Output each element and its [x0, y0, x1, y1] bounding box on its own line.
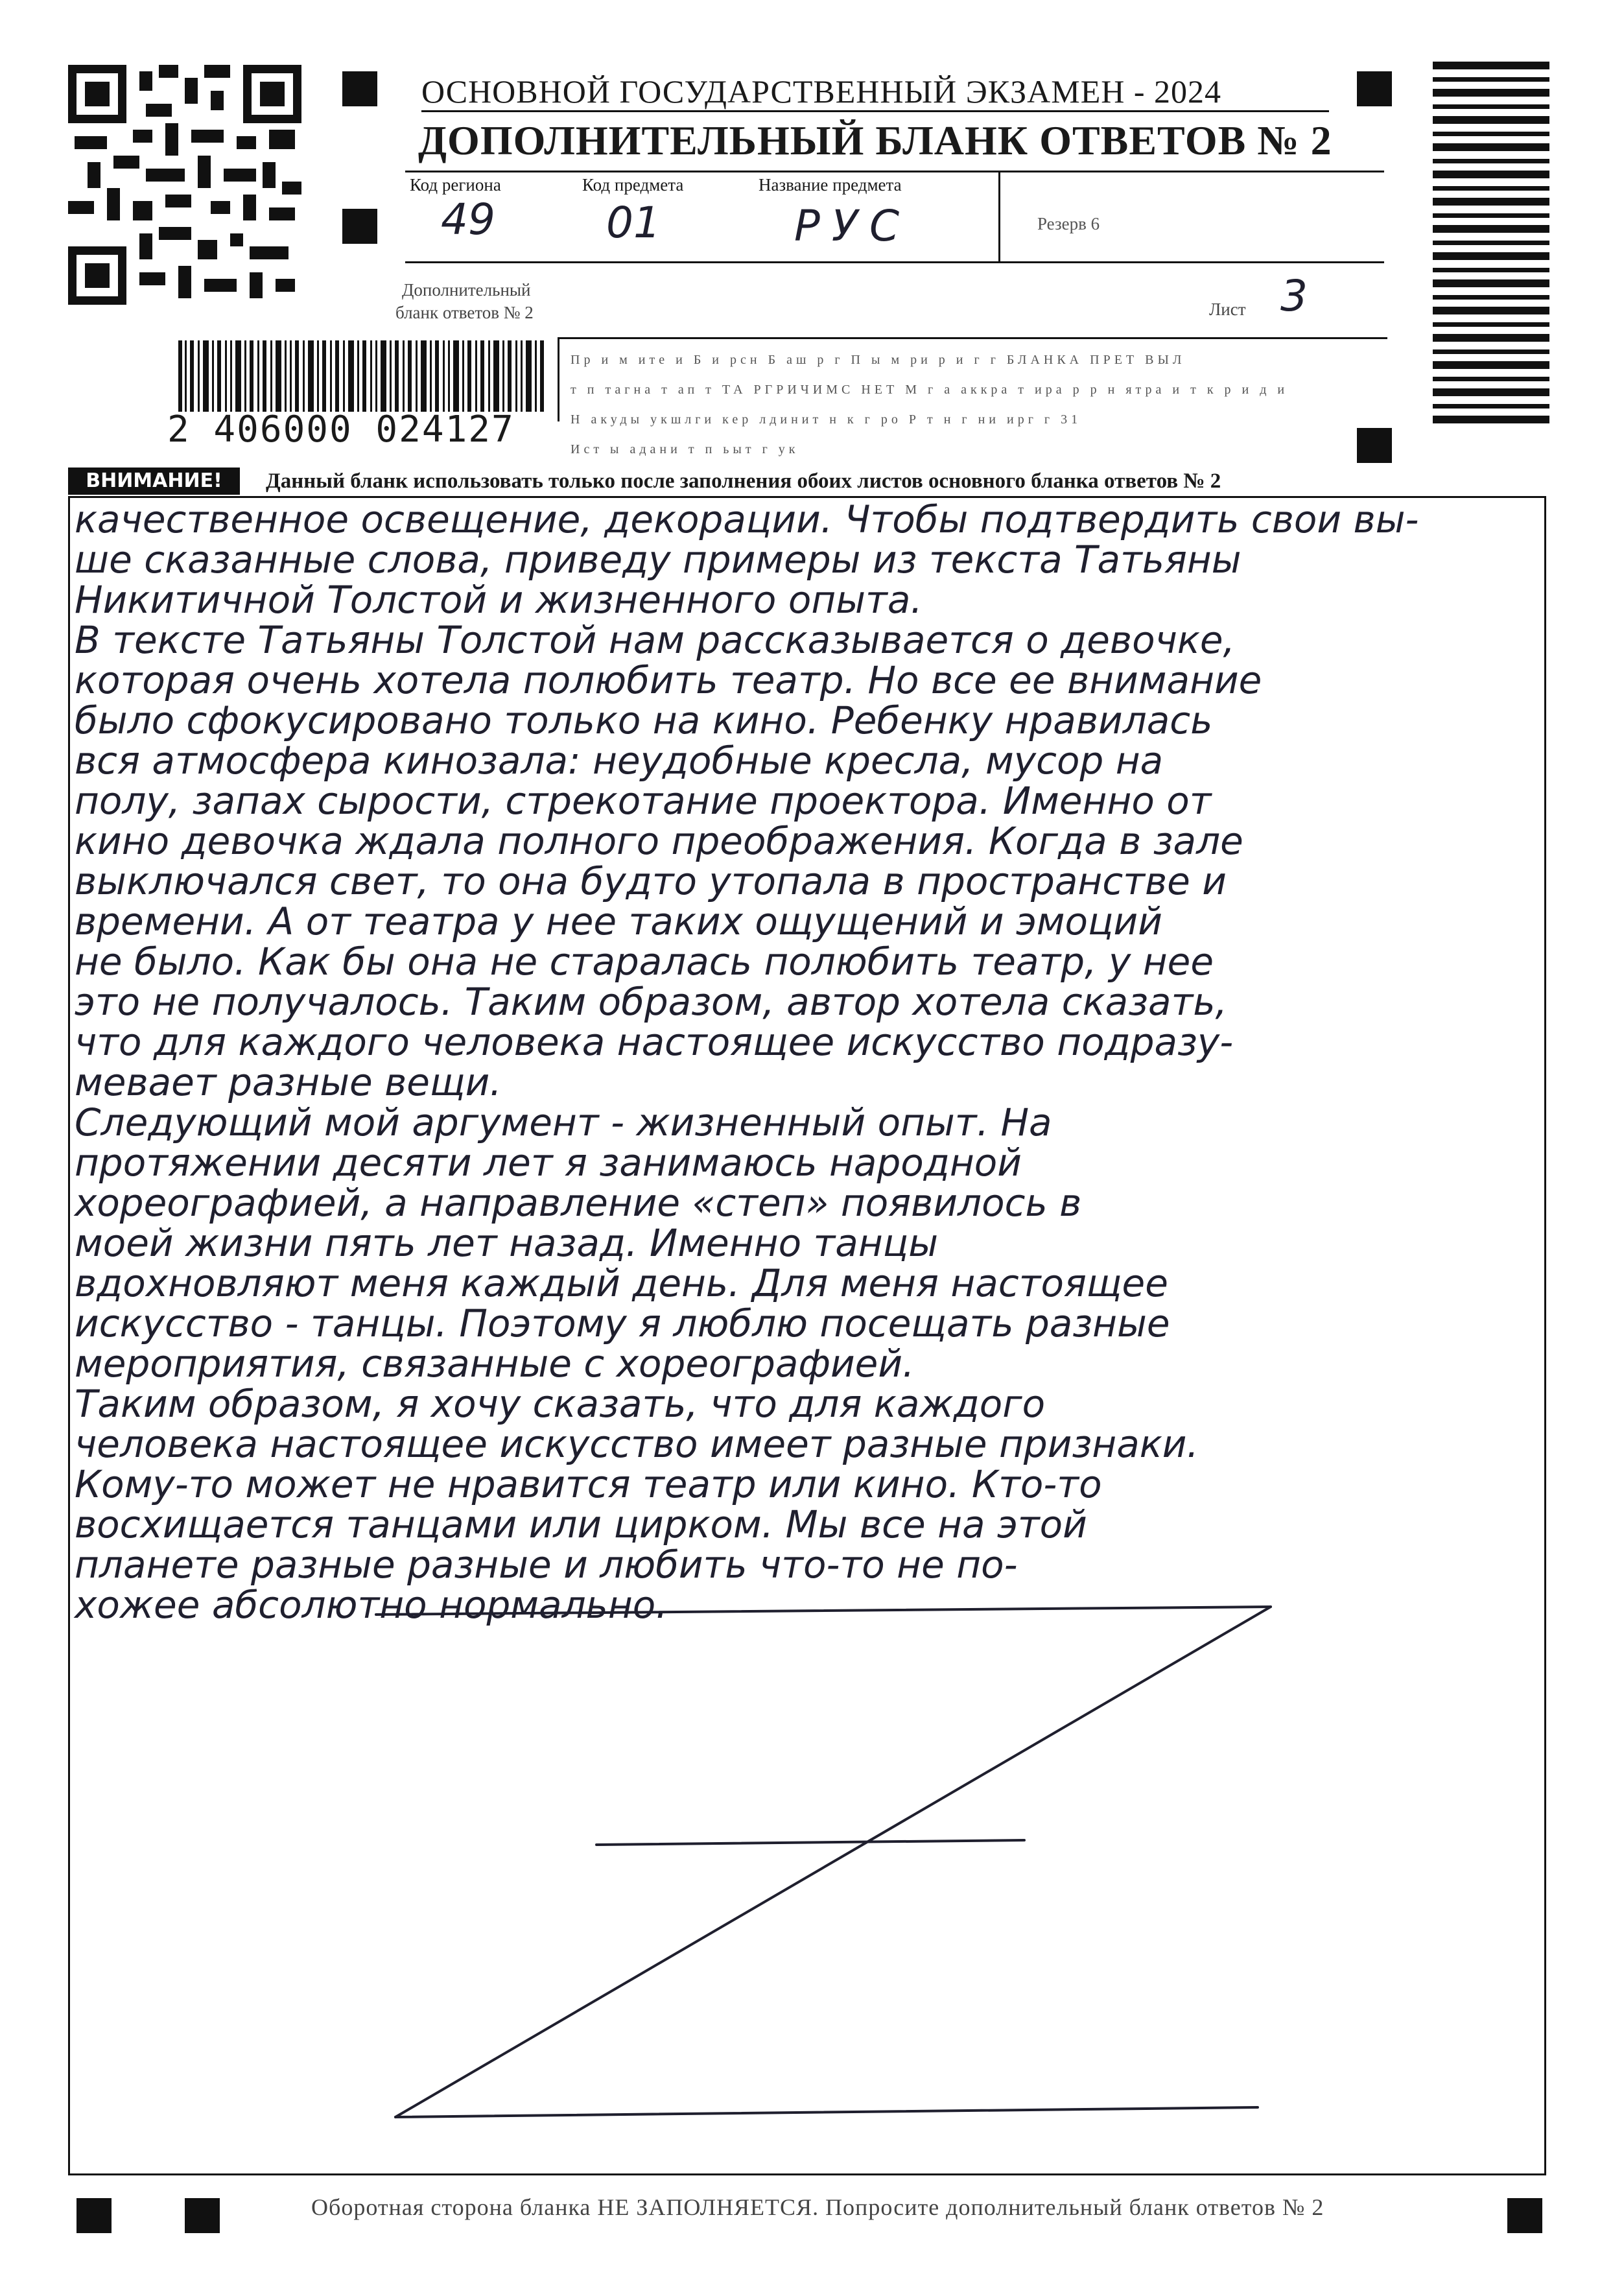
essay-line: планете разные разные и любить что-то не по- — [75, 1543, 1018, 1587]
essay-line: хожее абсолютно нормально. — [75, 1583, 668, 1627]
essay-line: протяжении десяти лет я занимаюсь народной — [75, 1141, 1022, 1185]
essay-line: качественное освещение, декорации. Чтобы подтвердить свои вы- — [75, 497, 1419, 541]
essay-line: В тексте Татьяны Толстой нам рассказывается о девочке, — [75, 618, 1235, 662]
essay-line: Никитичной Толстой и жизненного опыта. — [75, 578, 923, 622]
essay-line: было сфокусировано только на кино. Ребенку нравилась — [75, 698, 1213, 742]
title-underline — [421, 110, 1329, 112]
instruction-line: Ист ы адани т п ьыт г ук — [571, 442, 799, 456]
registration-marker — [185, 2198, 220, 2233]
qr-code — [68, 65, 301, 305]
reserve-label: Резерв 6 — [1037, 214, 1100, 233]
region-label: Код региона — [410, 175, 501, 195]
essay-line: мероприятия, связанные с хореографией. — [75, 1342, 915, 1386]
warning-badge: ВНИМАНИЕ! — [68, 468, 240, 495]
essay-line: ше сказанные слова, приведу примеры из текста Татьяны — [75, 538, 1242, 582]
essay-line: хореографией, а направление «степ» появилось в — [75, 1181, 1082, 1225]
essay-line: вся атмосфера кинозала: неудобные кресла, мусор на — [75, 739, 1164, 783]
header-rule — [405, 261, 1384, 263]
extra-form-label-2: бланк ответов № 2 — [395, 303, 534, 322]
essay-line: Следующий мой аргумент - жизненный опыт. На — [75, 1100, 1052, 1144]
essay-line: вдохновляют меня каждый день. Для меня настоящее — [75, 1261, 1168, 1305]
barcode-number: 2 406000 024127 — [167, 408, 515, 451]
subject-code-value: 01 — [606, 198, 661, 248]
sheet-value: 3 — [1280, 271, 1308, 321]
stripe-code — [1433, 62, 1549, 425]
exam-title: ОСНОВНОЙ ГОСУДАРСТВЕННЫЙ ЭКЗАМЕН - 2024 — [421, 73, 1221, 110]
essay-line: что для каждого человека настоящее искусство подразу- — [75, 1020, 1234, 1064]
instruction-line: т п тагна т ап т ТА РГРИЧИМС НЕТ М г а аккра т ира р р н ятра и т к р и д и — [571, 383, 1289, 397]
extra-form-label: Дополнительный — [402, 280, 531, 300]
essay-line: не было. Как бы она не старалась полюбить театр, у нее — [75, 940, 1214, 984]
instruction-line: Пр и м ите и Б и рсн Б аш р г П ы м ри р и г г БЛАНКА ПРЕТ ВЫЛ — [571, 353, 1186, 367]
subject-name-value: РУС — [794, 201, 912, 251]
header-rule — [558, 337, 559, 421]
essay-line: восхищается танцами или цирком. Мы все на этой — [75, 1502, 1087, 1546]
warning-text: Данный бланк использовать только после заполнения обоих листов основного бланка ответов № 2 — [266, 469, 1221, 493]
essay-line: Таким образом, я хочу сказать, что для каждого — [75, 1382, 1046, 1426]
barcode — [178, 340, 548, 412]
essay-line: моей жизни пять лет назад. Именно танцы — [75, 1221, 939, 1265]
region-value: 49 — [441, 195, 495, 244]
subject-name-label: Название предмета — [759, 175, 902, 195]
footer-note: Оборотная сторона бланка НЕ ЗАПОЛНЯЕТСЯ. Попросите дополнительный бланк ответов № 2 — [311, 2194, 1324, 2220]
registration-marker — [342, 71, 377, 106]
subject-code-label: Код предмета — [582, 175, 684, 195]
registration-marker — [1357, 71, 1392, 106]
essay-line: искусство - танцы. Поэтому я люблю посещать разные — [75, 1301, 1170, 1345]
header-rule — [405, 171, 1384, 172]
essay-line: кино девочка ждала полного преображения. Когда в зале — [75, 819, 1243, 863]
essay-text — [75, 499, 1540, 1625]
z-strike-mark — [363, 1602, 1310, 2140]
essay-line: Кому-то может не нравится театр или кино. Кто-то — [75, 1462, 1102, 1506]
essay-line: мевает разные вещи. — [75, 1060, 502, 1104]
header-rule — [558, 337, 1387, 339]
essay-line: выключался свет, то она будто утопала в пространстве и — [75, 859, 1227, 903]
essay-line: времени. А от театра у нее таких ощущений и эмоций — [75, 899, 1162, 943]
registration-marker — [342, 209, 377, 244]
essay-line: человека настоящее искусство имеет разные признаки. — [75, 1422, 1199, 1466]
instruction-line: Н акуды укшлги кер лдинит н к г ро Р т н г ни ирг г 31 — [571, 412, 1082, 427]
essay-line: это не получалось. Таким образом, автор хотела сказать, — [75, 980, 1227, 1024]
header-rule — [998, 171, 1000, 261]
instructions — [571, 345, 1387, 464]
form-title: ДОПОЛНИТЕЛЬНЫЙ БЛАНК ОТВЕТОВ № 2 — [418, 117, 1332, 163]
registration-marker — [76, 2198, 112, 2233]
sheet-label: Лист — [1209, 300, 1246, 319]
essay-line: которая очень хотела полюбить театр. Но все ее внимание — [75, 658, 1262, 702]
registration-marker — [1507, 2198, 1542, 2233]
essay-line: полу, запах сырости, стрекотание проектора. Именно от — [75, 779, 1212, 823]
